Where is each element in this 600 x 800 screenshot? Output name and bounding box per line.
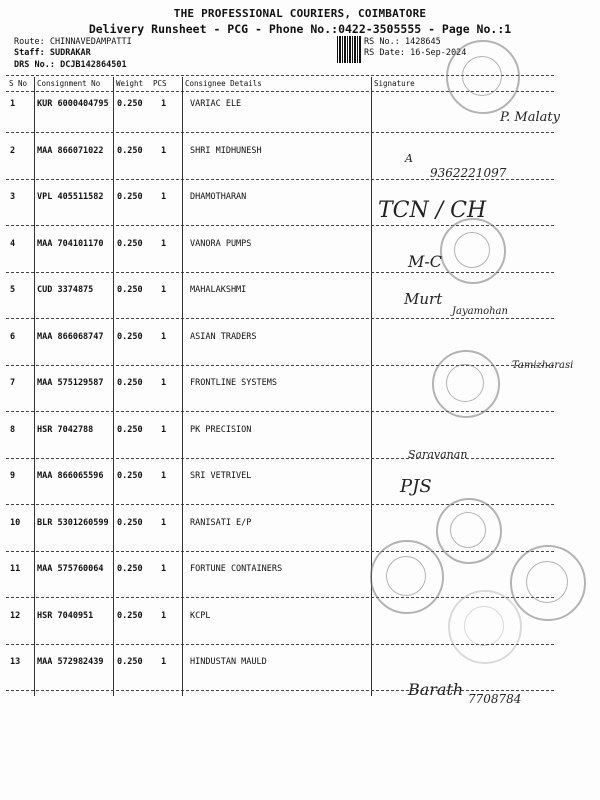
row-sno: 7 — [10, 378, 16, 388]
rs-date-value: 16-Sep-2024 — [410, 48, 467, 58]
signature-row-13a: Barath — [408, 680, 464, 699]
row-consignment-no: MAA 866068747 — [37, 331, 104, 342]
signature-row-13b: 7708784 — [468, 692, 522, 706]
row-consignment-no: MAA 866065596 — [37, 471, 104, 481]
signature-row-9b: PJS — [400, 476, 432, 497]
column-header-signature: Signature — [374, 79, 415, 88]
row-consignment-no: KUR 6000404795 — [37, 99, 109, 109]
row-weight: 0.250 — [117, 285, 143, 295]
row-pcs: 1 — [161, 471, 167, 481]
row-consignee: KCPL — [190, 610, 211, 621]
company-stamp — [446, 40, 520, 114]
row-sno: 1 — [10, 99, 16, 109]
row-weight: 0.250 — [117, 238, 143, 249]
row-weight: 0.250 — [117, 517, 143, 528]
signature-row-4: M-C — [408, 252, 443, 271]
rs-no-info — [364, 37, 441, 47]
row-pcs: 1 — [161, 564, 167, 574]
signature-row-5b: Jayamohan — [452, 306, 508, 317]
row-consignee: HINDUSTAN MAULD — [190, 657, 267, 667]
column-header-pcs: PCS — [153, 79, 167, 88]
row-weight: 0.250 — [117, 378, 143, 388]
row-sno: 3 — [10, 192, 16, 202]
row-sno: 12 — [10, 610, 21, 621]
signature-row-2-phone: 9362221097 — [430, 166, 507, 180]
row-separator — [6, 132, 554, 133]
row-consignment-no: CUD 3374875 — [37, 285, 94, 295]
row-consignment-no: MAA 572982439 — [37, 657, 104, 667]
company-title: THE PROFESSIONAL COURIERS, COIMBATORE — [173, 7, 427, 20]
company-stamp — [448, 590, 522, 664]
row-sno: 10 — [10, 517, 21, 528]
route-label: Route: — [14, 37, 45, 47]
row-consignee: PK PRECISION — [190, 424, 252, 435]
row-consignment-no: HSR 7042788 — [37, 424, 94, 435]
row-consignee: MAHALAKSHMI — [190, 285, 247, 295]
row-pcs: 1 — [161, 99, 167, 109]
column-header-consignment: Consignment No — [37, 79, 101, 88]
column-divider — [371, 77, 372, 696]
row-pcs: 1 — [161, 331, 167, 342]
row-weight: 0.250 — [117, 424, 143, 435]
company-stamp — [370, 540, 444, 614]
signature-row-2-mark: A — [405, 152, 413, 165]
signature-row-9a: Saravanan — [408, 448, 468, 461]
row-separator — [6, 318, 554, 319]
rs-date-label: RS Date: — [364, 48, 405, 58]
drs-info — [14, 60, 127, 70]
barcode-image — [337, 36, 361, 63]
row-sno: 11 — [10, 564, 21, 574]
company-stamp — [432, 350, 500, 418]
runsheet-subtitle: Delivery Runsheet - PCG - Phone No.:0422-3505555 - Page No.:1 — [88, 22, 512, 36]
row-sno: 4 — [10, 238, 16, 249]
row-consignee: DHAMOTHARAN — [190, 192, 247, 202]
row-sno: 8 — [10, 424, 16, 435]
drs-value: DCJB142864501 — [60, 60, 127, 70]
column-header-sno: S No — [9, 79, 28, 88]
row-consignee: VANORA PUMPS — [190, 238, 252, 249]
column-header-weight: Weight — [116, 79, 144, 88]
company-stamp — [510, 545, 586, 621]
signature-row-7: Tamizharasi — [512, 360, 574, 371]
row-consignment-no: VPL 405511582 — [37, 192, 104, 202]
rs-no-value: 1428645 — [404, 37, 441, 47]
row-consignment-no: MAA 575129587 — [37, 378, 104, 388]
row-consignee: SHRI MIDHUNESH — [190, 145, 262, 156]
signature-row-1: P. Malaty — [500, 110, 560, 125]
route-value: CHINNAVEDAMPATTI — [49, 37, 132, 47]
signature-row-3: TCN / CH — [378, 198, 487, 223]
row-pcs: 1 — [161, 657, 167, 667]
row-weight: 0.250 — [117, 471, 143, 481]
column-header-consignee: Consignee Details — [185, 79, 262, 88]
row-pcs: 1 — [161, 424, 167, 435]
row-weight: 0.250 — [117, 657, 143, 667]
row-consignee: ASIAN TRADERS — [190, 331, 257, 342]
row-consignment-no: MAA 704101170 — [37, 238, 104, 249]
signature-row-5a: Murt — [404, 290, 443, 308]
row-sno: 9 — [10, 471, 16, 481]
row-pcs: 1 — [161, 192, 167, 202]
row-separator — [6, 690, 554, 691]
column-divider — [182, 77, 183, 696]
staff-value: SUDRAKAR — [49, 48, 91, 58]
row-weight: 0.250 — [117, 145, 143, 156]
drs-label: DRS No.: — [14, 60, 55, 70]
row-sno: 13 — [10, 657, 21, 667]
row-sno: 6 — [10, 331, 16, 342]
row-consignee: FORTUNE CONTAINERS — [190, 564, 283, 574]
column-divider — [113, 77, 114, 696]
row-weight: 0.250 — [117, 192, 143, 202]
row-consignee: FRONTLINE SYSTEMS — [190, 378, 277, 388]
row-consignment-no: MAA 866071022 — [37, 145, 104, 156]
rs-no-label: RS No.: — [364, 37, 400, 47]
row-consignee: RANISATI E/P — [190, 517, 252, 528]
row-pcs: 1 — [161, 238, 167, 249]
row-weight: 0.250 — [117, 610, 143, 621]
row-pcs: 1 — [161, 517, 167, 528]
row-pcs: 1 — [161, 610, 167, 621]
row-separator — [6, 458, 554, 459]
row-consignment-no: HSR 7040951 — [37, 610, 94, 621]
row-consignment-no: BLR 5301260599 — [37, 517, 109, 528]
column-divider — [34, 77, 35, 696]
row-sno: 2 — [10, 145, 16, 156]
row-pcs: 1 — [161, 285, 167, 295]
row-consignee: SRI VETRIVEL — [190, 471, 252, 481]
staff-label: Staff: — [14, 48, 45, 58]
row-pcs: 1 — [161, 145, 167, 156]
company-stamp — [436, 498, 502, 564]
row-pcs: 1 — [161, 378, 167, 388]
row-consignee: VARIAC ELE — [190, 99, 242, 109]
row-weight: 0.250 — [117, 331, 143, 342]
row-weight: 0.250 — [117, 99, 143, 109]
row-sno: 5 — [10, 285, 16, 295]
staff-info — [14, 48, 91, 58]
route-info — [14, 37, 132, 47]
row-consignment-no: MAA 575760064 — [37, 564, 104, 574]
company-stamp — [440, 218, 506, 284]
row-weight: 0.250 — [117, 564, 143, 574]
